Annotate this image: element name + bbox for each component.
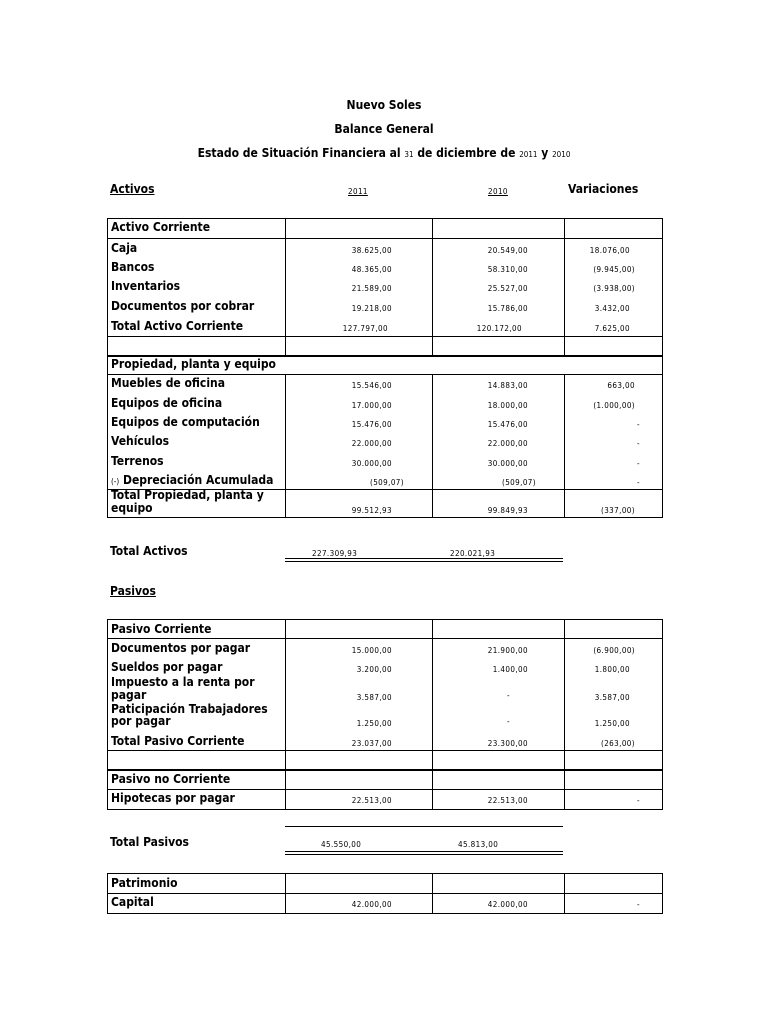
total-activos-2011: 227.309,93 (312, 549, 358, 558)
header-line-currency: Nuevo Soles (346, 98, 422, 112)
row-vehiculos-2010: 22.000,00 (487, 439, 528, 448)
row-depreciacion-2010: (509,07) (502, 478, 536, 487)
row-vehiculos-2011: 22.000,00 (351, 439, 392, 448)
row-impuesto-variacion: 3.587,00 (594, 693, 630, 702)
patrimonio-title: Patrimonio (111, 876, 178, 890)
row-documentos-por-pagar-2011: 15.000,00 (351, 646, 392, 655)
row-impuesto-2011: 3.587,00 (356, 693, 392, 702)
row-total-activo-corriente-label: Total Activo Corriente (111, 319, 244, 333)
row-equipos-computacion-2011: 15.476,00 (351, 420, 392, 429)
row-caja-label: Caja (111, 241, 138, 255)
row-bancos-label: Bancos (111, 260, 155, 274)
row-documentos-por-pagar-variacion: (6.900,00) (593, 646, 635, 655)
row-equipos-computacion-2010: 15.476,00 (487, 420, 528, 429)
total-activos-2010: 220.021,93 (450, 549, 496, 558)
row-sueldos-2011: 3.200,00 (356, 665, 392, 674)
total-activos-double-rule-top (285, 558, 563, 559)
activo-corriente-title: Activo Corriente (111, 220, 211, 234)
row-capital-variacion: - (637, 900, 640, 909)
row-hipotecas-2010: 22.513,00 (487, 796, 528, 805)
total-pasivos-double-rule-bottom (285, 854, 563, 855)
row-muebles-2011: 15.546,00 (351, 381, 392, 390)
row-total-propiedad-label-2: equipo (111, 501, 153, 515)
row-impuesto-label-2: pagar (111, 688, 147, 702)
row-total-activo-corriente-variacion: 7.625,00 (594, 324, 630, 333)
header-line-subtitle (0, 146, 768, 160)
row-muebles-label: Muebles de oficina (111, 376, 225, 390)
row-participacion-2010: - (507, 717, 510, 726)
row-depreciacion-variacion: - (637, 478, 640, 487)
row-participacion-label: Paticipación Trabajadores (111, 702, 268, 716)
row-hipotecas-2011: 22.513,00 (351, 796, 392, 805)
row-total-pasivo-corriente-2010: 23.300,00 (487, 739, 528, 748)
row-caja-2010: 20.549,00 (487, 246, 528, 255)
row-bancos-variacion: (9.945,00) (593, 265, 635, 274)
row-inventarios-variacion: (3.938,00) (593, 284, 635, 293)
total-pasivos-2011: 45.550,00 (321, 840, 362, 849)
column-2011-heading: 2011 (348, 187, 368, 196)
row-capital-label: Capital (111, 895, 154, 909)
row-equipos-oficina-label: Equipos de oficina (111, 396, 223, 410)
row-documentos-por-pagar-label: Documentos por pagar (111, 641, 251, 655)
row-inventarios-2010: 25.527,00 (487, 284, 528, 293)
row-depreciacion-label (111, 474, 273, 488)
row-impuesto-label: Impuesto a la renta por (111, 675, 255, 689)
row-total-pasivo-corriente-variacion: (263,00) (601, 739, 635, 748)
row-terrenos-variacion: - (637, 459, 640, 468)
row-documentos-por-cobrar-2010: 15.786,00 (487, 304, 528, 313)
total-pasivos-top-rule (285, 826, 563, 827)
total-pasivos-2010: 45.813,00 (458, 840, 499, 849)
row-sueldos-label: Sueldos por pagar (111, 660, 223, 674)
row-equipos-oficina-variacion: (1.000,00) (593, 401, 635, 410)
row-depreciacion-prefix: (-) (111, 477, 120, 486)
row-inventarios-2011: 21.589,00 (351, 284, 392, 293)
pasivos-heading: Pasivos (110, 584, 156, 598)
row-documentos-por-cobrar-variacion: 3.432,00 (594, 304, 630, 313)
row-vehiculos-label: Vehículos (111, 434, 170, 448)
pasivo-no-corriente-title: Pasivo no Corriente (111, 772, 231, 786)
header-line-title: Balance General (334, 122, 434, 136)
row-total-propiedad-variacion: (337,00) (601, 506, 635, 515)
column-2010-heading: 2010 (488, 187, 508, 196)
total-activos-label: Total Activos (110, 544, 188, 558)
row-total-pasivo-corriente-label: Total Pasivo Corriente (111, 734, 245, 748)
subtitle-day: 31 (404, 150, 414, 159)
row-total-activo-corriente-2011: 127.797,00 (342, 324, 388, 333)
total-pasivos-double-rule-top (285, 851, 563, 852)
row-bancos-2011: 48.365,00 (351, 265, 392, 274)
row-depreciacion-text: Depreciación Acumulada (122, 473, 274, 487)
row-hipotecas-label: Hipotecas por pagar (111, 791, 235, 805)
row-caja-variacion: 18.076,00 (589, 246, 630, 255)
row-hipotecas-variacion: - (637, 796, 640, 805)
total-pasivos-label: Total Pasivos (110, 835, 189, 849)
activos-heading: Activos (110, 182, 155, 196)
row-impuesto-2010: - (507, 691, 510, 700)
row-participacion-2011: 1.250,00 (356, 719, 392, 728)
row-bancos-2010: 58.310,00 (487, 265, 528, 274)
row-inventarios-label: Inventarios (111, 279, 181, 293)
row-participacion-variacion: 1.250,00 (594, 719, 630, 728)
row-documentos-por-pagar-2010: 21.900,00 (487, 646, 528, 655)
row-total-propiedad-label: Total Propiedad, planta y (111, 488, 264, 502)
row-equipos-computacion-variacion: - (637, 420, 640, 429)
row-sueldos-variacion: 1.800,00 (594, 665, 630, 674)
row-total-propiedad-2010: 99.849,93 (487, 506, 528, 515)
row-caja-2011: 38.625,00 (351, 246, 392, 255)
row-depreciacion-2011: (509,07) (370, 478, 404, 487)
propiedad-title: Propiedad, planta y equipo (111, 357, 276, 371)
row-muebles-variacion: 663,00 (607, 381, 635, 390)
row-equipos-oficina-2011: 17.000,00 (351, 401, 392, 410)
row-terrenos-2010: 30.000,00 (487, 459, 528, 468)
row-capital-2010: 42.000,00 (487, 900, 528, 909)
row-documentos-por-cobrar-label: Documentos por cobrar (111, 299, 255, 313)
row-equipos-oficina-2010: 18.000,00 (487, 401, 528, 410)
row-equipos-computacion-label: Equipos de computación (111, 415, 260, 429)
row-total-pasivo-corriente-2011: 23.037,00 (351, 739, 392, 748)
pasivo-corriente-title: Pasivo Corriente (111, 622, 212, 636)
row-terrenos-label: Terrenos (111, 454, 164, 468)
subtitle-text: Estado de Situación Financiera al (197, 146, 401, 160)
subtitle-year-1: 2011 (519, 150, 538, 159)
row-capital-2011: 42.000,00 (351, 900, 392, 909)
total-activos-double-rule-bottom (285, 561, 563, 562)
row-participacion-label-2: por pagar (111, 714, 171, 728)
row-vehiculos-variacion: - (637, 439, 640, 448)
row-sueldos-2010: 1.400,00 (492, 665, 528, 674)
variaciones-heading: Variaciones (568, 182, 639, 196)
row-documentos-por-cobrar-2011: 19.218,00 (351, 304, 392, 313)
row-terrenos-2011: 30.000,00 (351, 459, 392, 468)
subtitle-year-2: 2010 (552, 150, 571, 159)
row-total-propiedad-2011: 99.512,93 (351, 506, 392, 515)
row-total-activo-corriente-2010: 120.172,00 (476, 324, 522, 333)
subtitle-mid: de diciembre de (417, 146, 516, 160)
subtitle-and: y (541, 146, 549, 160)
row-muebles-2010: 14.883,00 (487, 381, 528, 390)
